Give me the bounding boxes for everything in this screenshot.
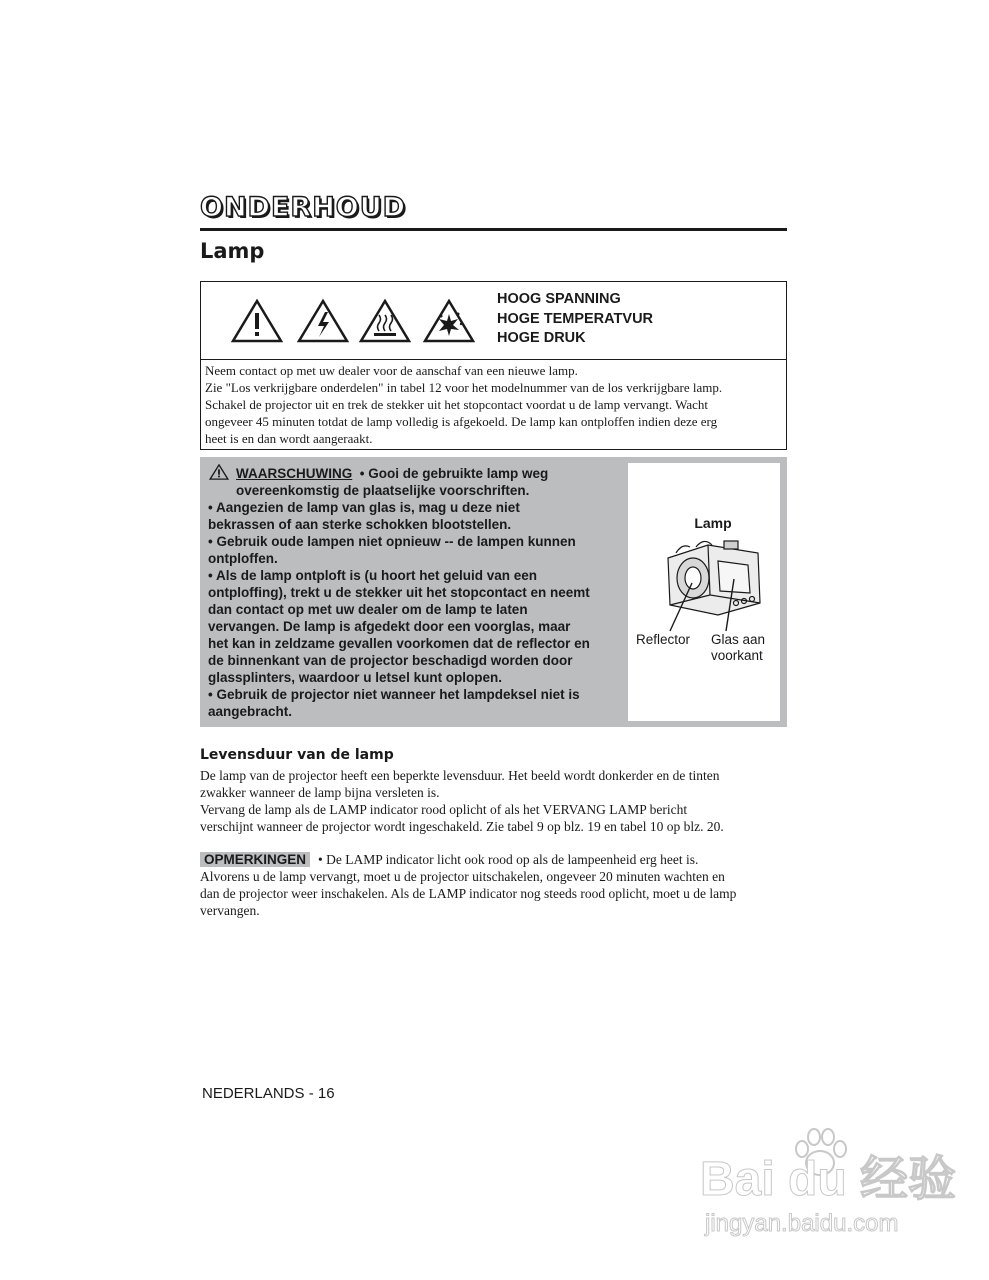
notes-first-line bbox=[200, 851, 790, 868]
page-footer: NEDERLANDS - 16 bbox=[202, 1085, 335, 1102]
warning-label: WAARSCHUWING bbox=[236, 466, 353, 481]
warning-line: de binnenkant van de projector beschadigd worden door bbox=[208, 653, 573, 668]
warning-line: dan contact op met uw dealer om de lamp te laten bbox=[208, 602, 528, 617]
warning-line: aangebracht. bbox=[208, 704, 293, 719]
front-glass-label-line: voorkant bbox=[711, 648, 763, 663]
warning-line: glassplinters, waardoor u letsel kunt oplopen. bbox=[208, 670, 503, 685]
front-glass-label-line: Glas aan bbox=[711, 632, 766, 647]
warning-line: • Als de lamp ontploft is (u hoort het geluid van een bbox=[208, 568, 537, 583]
general-warning-icon bbox=[231, 298, 283, 344]
electric-shock-icon bbox=[297, 298, 349, 344]
warning-text bbox=[208, 464, 626, 720]
lamp-figure-title: Lamp bbox=[694, 515, 732, 531]
hazard-icons-row bbox=[201, 282, 786, 360]
hazard-line: ongeveer 45 minuten totdat de lamp volledig is afgekoeld. De lamp kan ontploffen indien deze erg bbox=[205, 414, 718, 429]
lamp-life-text bbox=[200, 767, 790, 835]
warning-line: • Gooi de gebruikte lamp weg bbox=[359, 466, 549, 481]
lamp-life-heading: Levensduur van de lamp bbox=[200, 747, 394, 763]
warning-line: • Gebruik de projector niet wanneer het lampdeksel niet is bbox=[208, 687, 580, 702]
notes-line: Alvorens u de lamp vervangt, moet u de projector uitschakelen, ongeveer 20 minuten wachten en bbox=[200, 869, 725, 884]
notes-section bbox=[200, 851, 790, 919]
lamp-unit-illustration bbox=[648, 533, 778, 633]
hazard-instructions bbox=[205, 362, 783, 447]
lamp-figure bbox=[628, 463, 780, 721]
hazard-line: Schakel de projector uit en trek de stekker uit het stopcontact voordat u de lamp vervangt. Wacht bbox=[205, 397, 709, 412]
warning-panel bbox=[200, 457, 787, 727]
warning-line: het kan in zeldzame gevallen voorkomen dat de reflector en bbox=[208, 636, 590, 651]
page-title: ONDERHOUD bbox=[200, 192, 407, 223]
lamp-life-line: verschijnt wanneer de projector wordt ingeschakeld. Zie tabel 9 op blz. 19 en tabel 10 op blz. 20. bbox=[200, 819, 724, 834]
warning-line: bekrassen of aan sterke schokken blootstellen. bbox=[208, 517, 512, 532]
watermark-url: jingyan.baidu.com bbox=[705, 1210, 899, 1237]
explosion-icon bbox=[423, 298, 475, 344]
watermark-logo: Bai du 经验 bbox=[700, 1153, 957, 1206]
lamp-life-line: De lamp van de projector heeft een beperkte levensduur. Het beeld wordt donkerder en de tinten bbox=[200, 768, 720, 783]
warning-line: overeenkomstig de plaatselijke voorschriften. bbox=[236, 483, 530, 498]
warning-icon bbox=[208, 464, 230, 480]
lamp-life-line: zwakker wanneer de lamp bijna versleten is. bbox=[200, 785, 440, 800]
lamp-life-line: Vervang de lamp als de LAMP indicator rood oplicht of als het VERVANG LAMP bericht bbox=[200, 802, 688, 817]
hazard-warning-box bbox=[200, 281, 787, 450]
warning-line: ontploffen. bbox=[208, 551, 278, 566]
front-glass-label bbox=[711, 632, 765, 664]
section-heading: Lamp bbox=[200, 239, 265, 263]
hazard-line: Neem contact op met uw dealer voor de aanschaf van een nieuwe lamp. bbox=[205, 363, 578, 378]
hot-surface-icon bbox=[359, 298, 411, 344]
notes-line: vervangen. bbox=[200, 903, 260, 918]
title-rule bbox=[200, 228, 787, 231]
notes-line: • De LAMP indicator licht ook rood op als de lampeenheid erg heet is. bbox=[318, 852, 699, 867]
hazard-labels bbox=[497, 290, 653, 349]
notes-line: dan de projector weer inschakelen. Als de LAMP indicator nog steeds rood oplicht, moet u de lamp bbox=[200, 886, 737, 901]
hazard-label-temperature: HOGE TEMPERATVUR bbox=[497, 310, 654, 327]
warning-first-line bbox=[208, 464, 626, 482]
hazard-label-pressure: HOGE DRUK bbox=[497, 330, 586, 346]
hazard-line: Zie "Los verkrijgbare onderdelen" in tabel 12 voor het modelnummer van de los verkrijgbare lamp. bbox=[205, 380, 723, 395]
notes-label: OPMERKINGEN bbox=[200, 852, 310, 867]
hazard-label-voltage: HOOG SPANNING bbox=[497, 291, 621, 307]
warning-line: ontploffing), trekt u de stekker uit het stopcontact en neemt bbox=[208, 585, 590, 600]
warning-line: • Aangezien de lamp van glas is, mag u deze niet bbox=[208, 500, 520, 515]
hazard-line: heet is en dan wordt aangeraakt. bbox=[205, 431, 373, 446]
reflector-label: Reflector bbox=[636, 632, 691, 647]
warning-line: vervangen. De lamp is afgedekt door een voorglas, maar bbox=[208, 619, 571, 634]
warning-line: • Gebruik oude lampen niet opnieuw -- de lampen kunnen bbox=[208, 534, 576, 549]
